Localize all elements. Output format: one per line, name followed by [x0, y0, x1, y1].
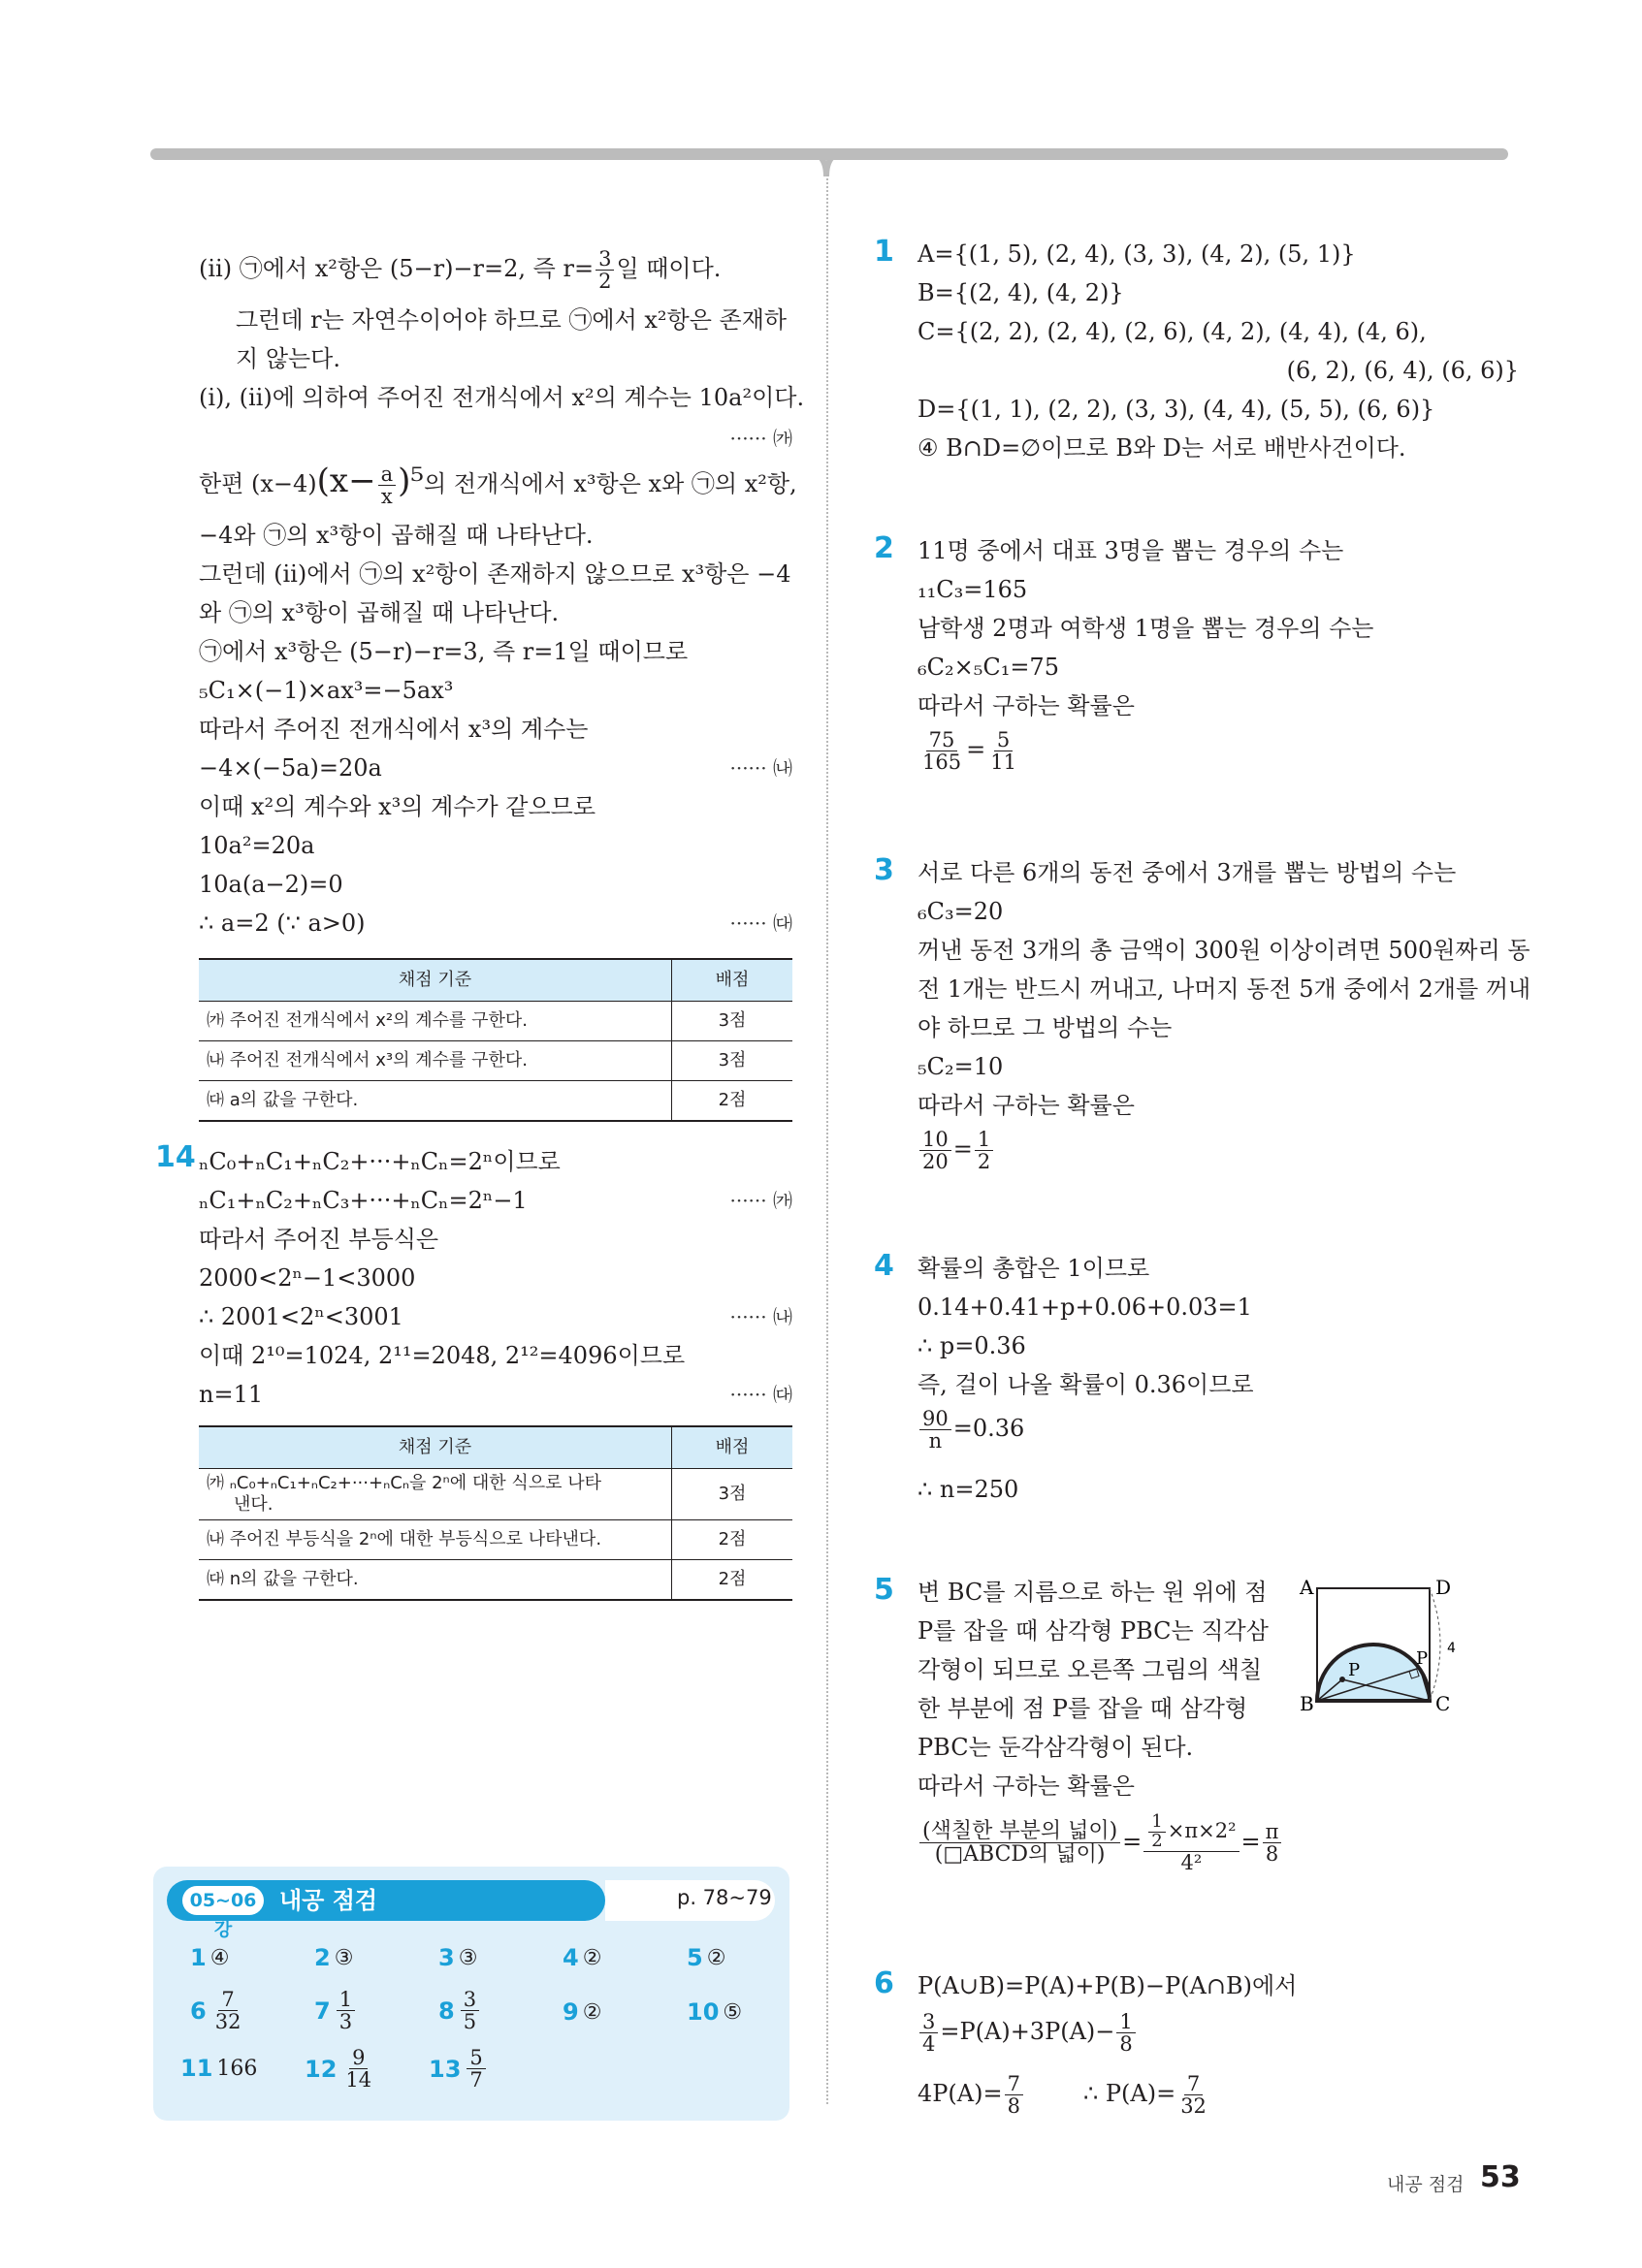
solution-line: 이때 x²의 계수와 x³의 계수가 같으므로 [199, 793, 596, 820]
solution-line: 각형이 되므로 오른쪽 그림의 색칠 [918, 1656, 1263, 1683]
solution-line: −4와 ㉠의 x³항이 곱해질 때 나타난다. [199, 522, 594, 549]
solution-line: ₅C₁×(−1)×ax³=−5ax³ [199, 677, 454, 704]
solution-line: ∴ 2001<2ⁿ<3001 [199, 1303, 403, 1330]
solution-line: ₁₁C₃=165 [918, 576, 1028, 603]
solution-line: n=11 [199, 1381, 264, 1408]
solution-line: ∴ a=2 (∵ a>0) [199, 910, 366, 937]
solution-line: 0.14+0.41+p+0.06+0.03=1 [918, 1294, 1252, 1321]
solution-line: 10a²=20a [199, 832, 315, 859]
grading-table [199, 958, 792, 1122]
table-header: 채점 기준 [199, 1426, 672, 1469]
answer-summary-box [153, 1867, 789, 2121]
solution-line: P를 잡을 때 삼각형 PBC는 직각삼 [918, 1617, 1269, 1645]
problem-number: 14 [155, 1140, 196, 1174]
solution-line: ₅C₂=10 [918, 1053, 1004, 1080]
solution-line: 따라서 주어진 부등식은 [199, 1226, 439, 1253]
left-column [155, 242, 805, 2085]
solution-line: 2000<2ⁿ−1<3000 [199, 1264, 416, 1292]
table-row: ㈏ 주어진 전개식에서 x³의 계수를 구한다. 3점 [199, 1041, 792, 1081]
answer-item: 6 $\frac{7}{32}$ [190, 1988, 241, 2034]
solution-line: 꺼낸 동전 3개의 총 금액이 300원 이상이려면 500원짜리 동 [918, 937, 1530, 964]
grading-table [199, 1425, 792, 1601]
solution-line: 4P(A)= $\frac{7}{8}$ ∴ P(A)= $\frac{7}{32}$ [918, 2072, 1207, 2119]
answer-item: 9 ② [563, 1998, 602, 2026]
solution-line: $\frac{10}{20}$ = $\frac{1}{2}$ [918, 1129, 995, 1172]
solution-line: 확률의 총합은 1이므로 [918, 1255, 1150, 1282]
table-row: ㈏ 주어진 부등식을 2ⁿ에 대한 부등식으로 나타낸다. 2점 [199, 1520, 792, 1560]
solution-line: $\frac{75}{165}$ = $\frac{5}{11}$ [922, 728, 1016, 775]
solution-line: 와 ㉠의 x³항이 곱해질 때 나타난다. [199, 599, 560, 626]
table-header: 배점 [672, 1426, 793, 1469]
solution-line: $\frac{\text{(색칠한 부분의 넓이)}}{\text{(□ABCD의 넓이)}}$ = $\frac{1}{2}$ ×π×2² 4² = $\frac{\pi}{8}$ [918, 1813, 1283, 1873]
solution-line: 이때 2¹⁰=1024, 2¹¹=2048, 2¹²=4096이므로 [199, 1342, 686, 1369]
answer-item: 12 $\frac{9}{14}$ [305, 2046, 372, 2092]
solution-line: P(A∪B)=P(A)+P(B)−P(A∩B)에서 [918, 1972, 1298, 1999]
answer-title: 내공 점검 [279, 1887, 378, 1914]
vertex-label-d: D [1435, 1576, 1452, 1599]
solution-line: 따라서 구하는 확률은 [918, 1092, 1135, 1119]
solution-line: 따라서 주어진 전개식에서 x³의 계수는 [199, 716, 589, 743]
answer-item: 2 ③ [314, 1944, 354, 1971]
solution-line: 지 않는다. [236, 345, 340, 372]
problem-number: 2 [874, 531, 894, 565]
table-row: ㈐ n의 값을 구한다. 2점 [199, 1560, 792, 1601]
solution-line: C={(2, 2), (2, 4), (2, 6), (4, 2), (4, 4), (4, 6), [918, 318, 1427, 345]
solution-line: 서로 다른 6개의 동전 중에서 3개를 뽑는 방법의 수는 [918, 859, 1457, 886]
semicircle-figure [1296, 1569, 1470, 1714]
step-tag: ······ ㈐ [729, 1383, 792, 1406]
solution-line: ∴ n=250 [918, 1476, 1019, 1503]
table-header: 배점 [672, 959, 793, 1002]
solution-line: PBC는 둔각삼각형이 된다. [918, 1734, 1194, 1761]
step-tag: ······ ㈎ [729, 427, 792, 450]
solution-line: 그런데 r는 자연수이어야 하므로 ㉠에서 x²항은 존재하 [236, 306, 788, 334]
solution-line: 야 하므로 그 방법의 수는 [918, 1014, 1173, 1041]
solution-line: 따라서 구하는 확률은 [918, 692, 1135, 719]
problem-number: 5 [874, 1573, 894, 1607]
answer-item: 10 ⑤ [687, 1998, 743, 2026]
table-row: ㈐ a의 값을 구한다. 2점 [199, 1081, 792, 1122]
problem-number: 3 [874, 853, 894, 887]
solution-line: A={(1, 5), (2, 4), (3, 3), (4, 2), (5, 1)} [918, 240, 1356, 268]
solution-line: 즉, 걸이 나올 확률이 0.36이므로 [918, 1371, 1254, 1398]
solution-line: ₆C₂×₅C₁=75 [918, 654, 1059, 681]
solution-line: B={(2, 4), (4, 2)} [918, 279, 1124, 306]
step-tag: ······ ㈎ [729, 1189, 792, 1212]
step-tag: ······ ㈐ [729, 911, 792, 935]
solution-line: −4×(−5a)=20a [199, 754, 382, 782]
answer-item: 7 $\frac{1}{3}$ [314, 1989, 357, 2032]
answer-item: 4 ② [563, 1944, 602, 1971]
solution-line: ₙC₀+ₙC₁+ₙC₂+···+ₙCₙ=2ⁿ이므로 [199, 1148, 561, 1175]
vertex-label-a: A [1300, 1576, 1314, 1599]
solution-line: 따라서 구하는 확률은 [918, 1773, 1135, 1800]
solution-line: 남학생 2명과 여학생 1명을 뽑는 경우의 수는 [918, 615, 1374, 642]
step-tag: ······ ㈏ [729, 1305, 792, 1328]
solution-line: 11명 중에서 대표 3명을 뽑는 경우의 수는 [918, 537, 1344, 564]
solution-line: 한편 (x−4)(x− $\frac{a}{x}$ )⁵의 전개식에서 x³항은 x와 ㉠의 x²항, [199, 462, 797, 508]
point-label-p: P [1416, 1648, 1429, 1669]
solution-line: $\frac{90}{n}$ =0.36 [918, 1408, 1024, 1452]
table-header: 채점 기준 [199, 959, 672, 1002]
table-row: ㈎ ₙC₀+ₙC₁+ₙC₂+···+ₙCₙ을 2ⁿ에 대한 식으로 나타 낸다. 3점 [199, 1469, 792, 1520]
point-label-p: P [1348, 1660, 1361, 1680]
solution-line: ₆C₃=20 [918, 898, 1004, 925]
solution-line: D={(1, 1), (2, 2), (3, 3), (4, 4), (5, 5), (6, 6)} [918, 396, 1435, 423]
solution-line: 10a(a−2)=0 [199, 871, 343, 898]
answer-item: 3 ③ [438, 1944, 478, 1971]
vertex-label-b: B [1300, 1692, 1314, 1714]
solution-line: (6, 2), (6, 4), (6, 6)} [1286, 357, 1519, 384]
solution-line: 그런데 (ⅱ)에서 ㉠의 x²항이 존재하지 않으므로 x³항은 −4 [199, 560, 791, 588]
solution-line: ∴ p=0.36 [918, 1332, 1026, 1359]
solution-line: 한 부분에 점 P를 잡을 때 삼각형 [918, 1695, 1248, 1722]
problem-number: 6 [874, 1966, 894, 2000]
solution-line: ④ B∩D=∅이므로 B와 D는 서로 배반사건이다. [918, 434, 1406, 462]
problem-number: 1 [874, 235, 894, 269]
right-column [874, 233, 1531, 2133]
footer-label: 내공 점검 [1387, 2174, 1465, 2195]
solution-line: 전 1개는 반드시 꺼내고, 나머지 동전 5개 중에서 2개를 꺼내 [918, 975, 1531, 1003]
problem-number: 4 [874, 1249, 894, 1283]
side-length-label: 4 [1447, 1641, 1456, 1656]
page-reference: p. 78~79 [677, 1886, 772, 1909]
answer-item: 13 $\frac{5}{7}$ [429, 2047, 488, 2091]
solution-line: ₙC₁+ₙC₂+ₙC₃+···+ₙCₙ=2ⁿ−1 [199, 1187, 528, 1214]
solution-line: (ⅰ), (ⅱ)에 의하여 주어진 전개식에서 x²의 계수는 10a²이다. [199, 384, 805, 411]
solution-line: (ⅱ) ㉠에서 x²항은 (5−r)−r=2, 즉 r= $\frac{3}{2}$ 일 때이다. [199, 247, 722, 294]
solution-line: $\frac{3}{4}$ =P(A)+3P(A)− $\frac{1}{8}$ [918, 2011, 1138, 2055]
table-row: ㈎ 주어진 전개식에서 x²의 계수를 구한다. 3점 [199, 1002, 792, 1041]
answer-item: 11 166 [180, 2055, 258, 2082]
column-divider [826, 175, 828, 2104]
answer-item: 8 $\frac{3}{5}$ [438, 1989, 481, 2032]
answer-item: 5 ② [687, 1944, 726, 1971]
solution-line: 변 BC를 지름으로 하는 원 위에 점 [918, 1579, 1268, 1606]
vertex-label-c: C [1435, 1692, 1451, 1714]
answer-header [167, 1880, 605, 1940]
step-tag: ······ ㈏ [729, 756, 792, 780]
page-number: 53 [1480, 2160, 1521, 2194]
answer-item: 1 ④ [190, 1944, 230, 1971]
solution-line: ㉠에서 x³항은 (5−r)−r=3, 즉 r=1일 때이므로 [199, 638, 689, 665]
chapter-range-badge: 05~06강 [182, 1886, 264, 1915]
